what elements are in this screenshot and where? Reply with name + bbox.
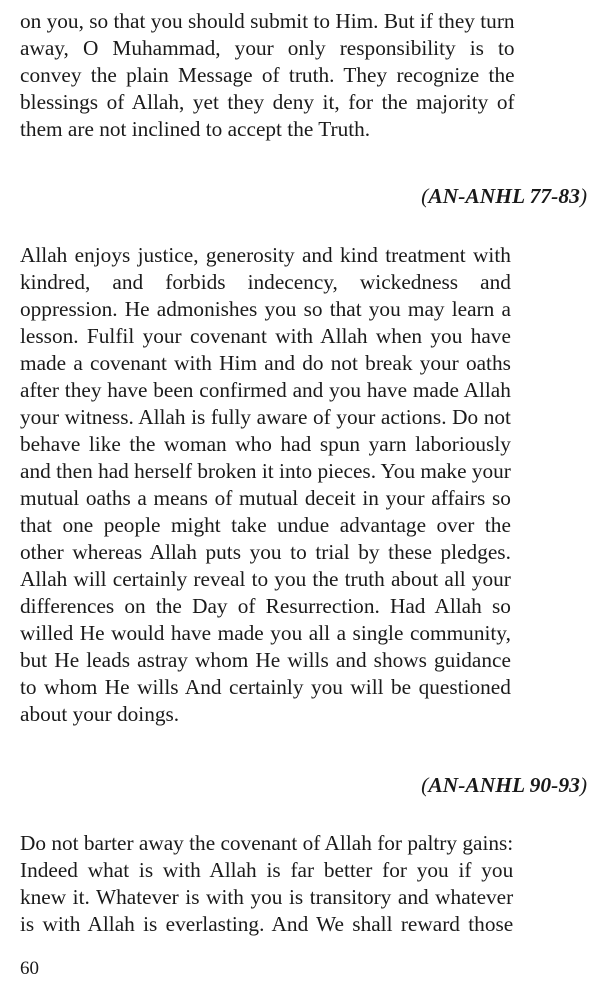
text-line: and then had herself broken it into pieces. You make your: [20, 459, 511, 483]
text-line: to whom He wills And certainly you will be questioned: [20, 675, 511, 699]
reference-open-paren: (: [421, 184, 429, 208]
text-line: Do not barter away the covenant of Allah for paltry gains:: [20, 831, 514, 855]
text-line: made a covenant with Him and do not break your oaths: [20, 351, 511, 375]
text-line: after they have been confirmed and you have made Allah: [20, 378, 511, 402]
verse-reference-1: [421, 183, 587, 210]
reference-open-paren: (: [421, 773, 429, 797]
text-line: knew it. Whatever is with you is transitory and whatever: [20, 885, 514, 909]
reference-text: AN-ANHL 90-93: [428, 773, 580, 797]
text-line: behave like the woman who had spun yarn laboriously: [20, 432, 511, 456]
reference-close-paren: ): [579, 184, 587, 208]
text-line: away, O Muhammad, your only responsibility is to: [20, 36, 515, 60]
page-number: 60: [20, 958, 39, 979]
text-line: but He leads astray whom He wills and shows guidance: [20, 648, 511, 672]
text-line: Allah enjoys justice, generosity and kind treatment with: [20, 243, 511, 267]
text-line: willed He would have made you all a single community,: [20, 621, 511, 645]
text-line: differences on the Day of Resurrection. Had Allah so: [20, 594, 511, 618]
text-line: mutual oaths a means of mutual deceit in your affairs so: [20, 486, 511, 510]
reference-close-paren: ): [579, 773, 587, 797]
text-line: convey the plain Message of truth. They recognize the: [20, 63, 515, 87]
text-line: that one people might take undue advantage over the: [20, 513, 511, 537]
text-line: Allah will certainly reveal to you the truth about all your: [20, 567, 511, 591]
text-line: about your doings.: [20, 702, 180, 726]
paragraph-1: [20, 8, 515, 143]
text-line: blessings of Allah, yet they deny it, for the majority of: [20, 90, 515, 114]
text-line: other whereas Allah puts you to trial by these pledges.: [20, 540, 511, 564]
text-line: oppression. He admonishes you so that you may learn a: [20, 297, 511, 321]
text-line: Indeed what is with Allah is far better for you if you: [20, 858, 514, 882]
paragraph-2: [20, 242, 511, 728]
text-line: is with Allah is everlasting. And We shall reward those: [20, 912, 514, 936]
paragraph-3: [20, 830, 513, 938]
text-line: your witness. Allah is fully aware of your actions. Do not: [20, 405, 511, 429]
verse-reference-2: [421, 772, 587, 799]
text-line: kindred, and forbids indecency, wickedness and: [20, 270, 511, 294]
text-line: them are not inclined to accept the Truth.: [20, 117, 371, 141]
text-line: on you, so that you should submit to Him. But if they turn: [20, 9, 515, 33]
text-line: lesson. Fulfil your covenant with Allah when you have: [20, 324, 511, 348]
reference-text: AN-ANHL 77-83: [428, 184, 580, 208]
